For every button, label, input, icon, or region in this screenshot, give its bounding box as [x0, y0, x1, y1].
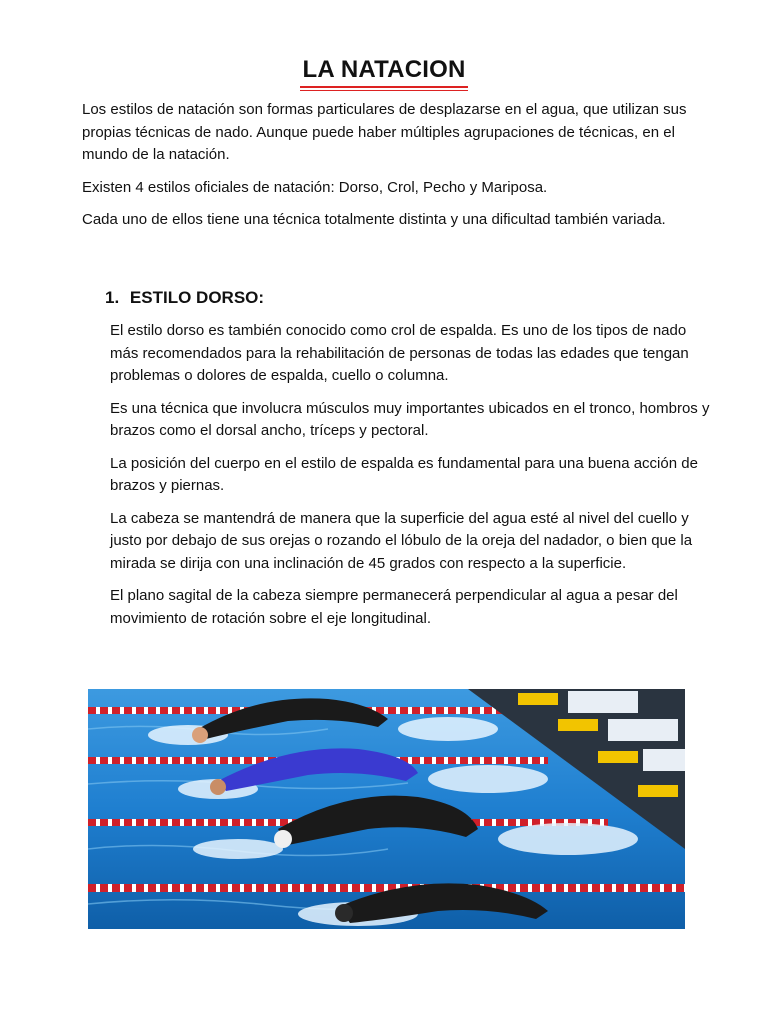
dorso-paragraph-2: Es una técnica que involucra músculos muy importantes ubicados en el tronco, hombros y brazos como el dorsal ancho, tríceps y pectoral.	[110, 399, 710, 439]
title-text: LA NATACION	[300, 56, 467, 88]
section-heading-dorso	[105, 288, 264, 308]
dorso-paragraph-3: La posición del cuerpo en el estilo de espalda es fundamental para una buena acción de brazos y piernas.	[110, 454, 698, 494]
section-title: ESTILO DORSO:	[129, 288, 265, 307]
backstroke-start-photo	[88, 689, 685, 929]
intro-section	[82, 99, 692, 242]
intro-paragraph-2: Existen 4 estilos oficiales de natación: Dorso, Crol, Pecho y Mariposa.	[82, 178, 548, 196]
section-number: 1.	[105, 288, 120, 307]
section-body-dorso	[110, 320, 710, 640]
page-title	[0, 56, 768, 88]
pool-illustration	[88, 689, 685, 929]
intro-paragraph-1: Los estilos de natación son formas particulares de desplazarse en el agua, que utilizan sus propias técnicas de nado. Aunque puede haber múltiples agrupaciones de técnicas, en el mundo de la natación.	[82, 101, 687, 163]
dorso-paragraph-5: El plano sagital de la cabeza siempre permanecerá perpendicular al agua a pesar del movimiento de rotación sobre el eje longitudinal.	[110, 587, 678, 627]
dorso-paragraph-4: La cabeza se mantendrá de manera que la superficie del agua esté al nivel del cuello y justo por debajo de sus orejas o rozando el lóbulo de la oreja del nadador, o bien que la mirada se dirija con una inclinación de 45 grados con respecto a la superficie.	[110, 509, 693, 572]
intro-paragraph-3: Cada uno de ellos tiene una técnica totalmente distinta y una dificultad también variada.	[82, 211, 666, 228]
dorso-paragraph-1: El estilo dorso es también conocido como crol de espalda. Es uno de los tipos de nado más recomendados para la rehabilitación de personas de todas las edades que tengan problemas o dolores de espalda, cuello o columna.	[110, 322, 689, 384]
